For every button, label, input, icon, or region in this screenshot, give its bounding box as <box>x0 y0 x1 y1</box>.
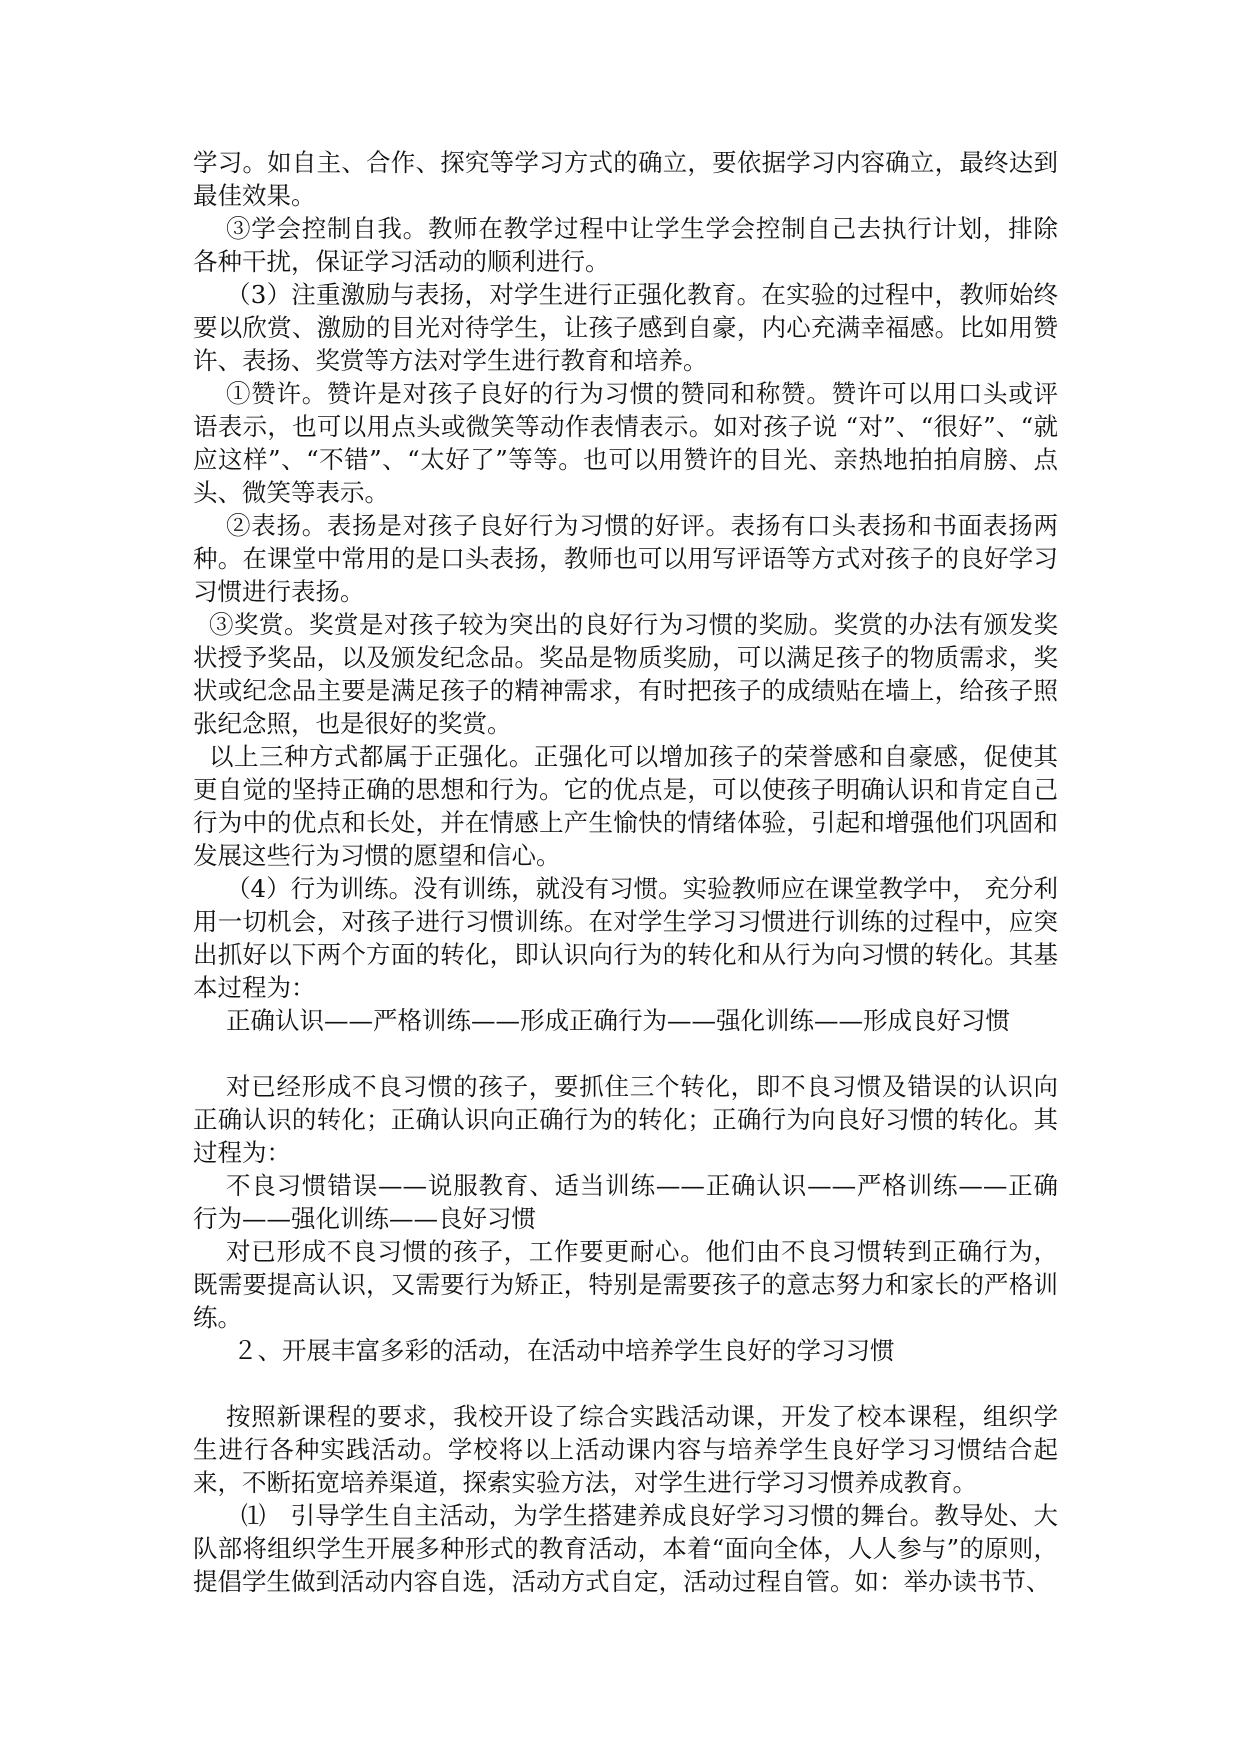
spacer <box>193 1367 1058 1400</box>
paragraph-patience: 对已形成不良习惯的孩子，工作要更耐心。他们由不良习惯转到正确行为，既需要提高认识，又需要行为矫正，特别是需要孩子的意志努力和家长的严格训练。 <box>193 1237 1058 1332</box>
paragraph-new-curriculum: 按照新课程的要求，我校开设了综合实践活动课，开发了校本课程，组织学生进行各种实践活动。学校将以上活动课内容与培养学生良好学习习惯结合起来，不断拓宽培养渠道，探索实验方法，对学生进行学习习惯养成教育。 <box>193 1402 1058 1497</box>
paragraph-three-transformations: 对已经形成不良习惯的孩子，要抓住三个转化，即不良习惯及错误的认识向正确认识的转化；正确认识向正确行为的转化；正确行为向良好习惯的转化。其过程为： <box>193 1072 1058 1167</box>
paragraph-positive-reinforcement: 以上三种方式都属于正强化。正强化可以增加孩子的荣誉感和自豪感，促使其更自觉的坚持正确的思想和行为。它的优点是，可以使孩子明确认识和肯定自己行为中的优点和长处，并在情感上产生愉快的情绪体验，引起和增强他们巩固和发展这些行为习惯的愿望和信心。 <box>193 742 1058 870</box>
paragraph-reward: ③奖赏。奖赏是对孩子较为突出的良好行为习惯的奖励。奖赏的办法有颁发奖状授予奖品，以及颁发纪念品。奖品是物质奖励，可以满足孩子的物质需求，奖状或纪念品主要是满足孩子的精神需求，有时把孩子的成绩贴在墙上，给孩子照张纪念照，也是很好的奖赏。 <box>193 610 1058 738</box>
section-heading-activities: ２、开展丰富多彩的活动，在活动中培养学生良好的学习习惯 <box>233 1336 895 1365</box>
paragraph-encouragement: （3）注重激励与表扬，对学生进行正强化教育。在实验的过程中，教师始终要以欣赏、激励的目光对待学生，让孩子感到自豪，内心充满幸福感。比如用赞许、表扬、奖赏等方法对学生进行教育和培养。 <box>193 280 1058 375</box>
paragraph-behavior-training: （4）行为训练。没有训练，就没有习惯。实验教师应在课堂教学中， 充分利用一切机会，对孩子进行习惯训练。在对学生学习习惯进行训练的过程中，应突出抓好以下两个方面的转化，即认识向行为的转化和从行为向习惯的转化。其基本过程为： <box>193 874 1058 1002</box>
paragraph-learning-methods: 学习。如自主、合作、探究等学习方式的确立，要依据学习内容确立，最终达到最佳效果。 <box>193 148 1058 210</box>
process-line-good-habits: 正确认识——严格训练——形成正确行为——强化训练——形成良好习惯 <box>226 1006 1010 1035</box>
spacer <box>193 1037 1058 1070</box>
process-line-bad-habits: 不良习惯错误——说服教育、适当训练——正确认识——严格训练——正确行为——强化训练——良好习惯 <box>193 1171 1058 1233</box>
paragraph-autonomous-activities: ⑴ 引导学生自主活动，为学生搭建养成良好学习习惯的舞台。教导处、大队部将组织学生开展多种形式的教育活动，本着“面向全体，人人参与”的原则，提倡学生做到活动内容自选，活动方式自定，活动过程自管。如：举办读书节、 <box>193 1501 1058 1596</box>
document-page <box>193 146 1058 1598</box>
paragraph-self-control: ③学会控制自我。教师在教学过程中让学生学会控制自己去执行计划，排除各种干扰，保证学习活动的顺利进行。 <box>193 214 1058 276</box>
paragraph-praise: ①赞许。赞许是对孩子良好的行为习惯的赞同和称赞。赞许可以用口头或评语表示，也可以用点头或微笑等动作表情表示。如对孩子说 “对”、“很好”、“就应这样”、“不错”、“太好了”等等。也可以用赞许的目光、亲热地拍拍肩膀、点头、微笑等表示。 <box>193 379 1058 507</box>
paragraph-commendation: ②表扬。表扬是对孩子良好行为习惯的好评。表扬有口头表扬和书面表扬两种。在课堂中常用的是口头表扬，教师也可以用写评语等方式对孩子的良好学习习惯进行表扬。 <box>193 511 1058 606</box>
